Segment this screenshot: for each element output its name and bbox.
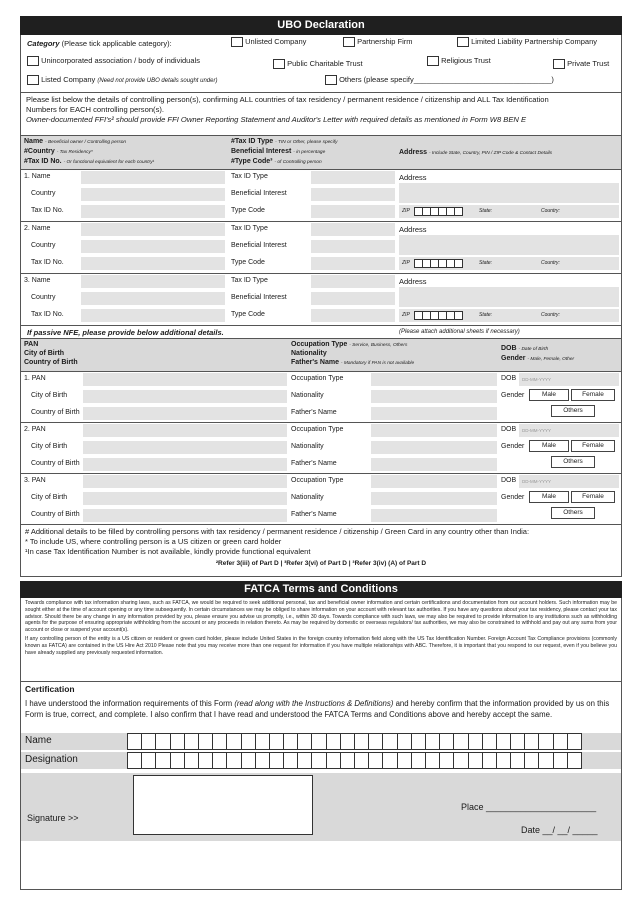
dob-format-hint: DD-MM-YYYY — [522, 428, 551, 433]
dob-format-hint: DD-MM-YYYY — [522, 479, 551, 484]
char-cell[interactable] — [212, 752, 227, 769]
nfe-dob-label: DOB — [501, 426, 517, 433]
nfe-h-pan: PAN — [24, 341, 39, 348]
option-label: Religious Trust — [441, 56, 491, 65]
header-hint: - Service, Business, Others — [349, 343, 408, 348]
person-country-label: Country — [31, 294, 56, 301]
nfe-occupation-label: Occupation Type — [291, 426, 344, 433]
nfe-occupation-input[interactable] — [371, 475, 497, 488]
person-state-label: State: — [479, 312, 493, 318]
person-taxid-label: Tax ID No. — [31, 207, 64, 214]
zip-boxes[interactable] — [414, 311, 462, 322]
nfe-nationality-input[interactable] — [371, 492, 497, 505]
cert-text-a: I have understood the information requirements of this Form — [25, 699, 233, 708]
person-taxtype-input[interactable] — [311, 171, 395, 184]
person-country-label: Country — [31, 242, 56, 249]
header-hint: - Include State, Country, PIN / ZIP Code & Contact Details — [428, 151, 553, 156]
signature-label: Signature >> — [27, 813, 79, 823]
person-name-label: 1. Name — [24, 173, 51, 180]
person-typecode-input[interactable] — [311, 257, 395, 270]
char-cell[interactable] — [255, 733, 270, 750]
char-cell[interactable] — [482, 733, 497, 750]
nfe-h-city: City of Birth — [24, 350, 65, 357]
person-taxid-label: Tax ID No. — [31, 311, 64, 318]
char-cell[interactable] — [553, 752, 568, 769]
person-taxtype-label: Tax ID Type — [231, 225, 268, 232]
person-taxid-input[interactable] — [81, 309, 225, 322]
char-cell[interactable] — [482, 752, 497, 769]
certification-text — [25, 699, 619, 720]
person-zip-label: ZIP — [402, 312, 410, 318]
person-interest-input[interactable] — [311, 188, 395, 201]
header-hint: - Or functional equivalent for each country¹ — [63, 160, 155, 165]
listed-checkbox[interactable] — [27, 75, 39, 85]
char-cell[interactable] — [184, 733, 199, 750]
signature-row — [21, 773, 621, 841]
person-typecode-label: Type Code — [231, 259, 265, 266]
char-cell[interactable] — [241, 752, 256, 769]
nfe-dob-label: DOB — [501, 375, 517, 382]
char-cell[interactable] — [496, 752, 511, 769]
char-cell[interactable] — [425, 733, 440, 750]
controlling-header — [20, 136, 622, 170]
fatca-para2: If any controlling person of the entity is a US citizen or resident or green card holder, please include United States in the foreign country information field along with the US Tax Identification Number. Foreign Account Tax Compliance provisions (commonly known as FATCA) are contained in the US Hire Act 2010 Please note that you may receive more than one request for information if you have multiple relationships with ABC. Therefore, it is important that you respond to our request, even if you believe you have already supplied any previously requested information. — [25, 635, 617, 656]
gender-female-option[interactable]: Female — [571, 491, 615, 503]
char-cell[interactable] — [269, 733, 284, 750]
header-hint: - Tax Residency* — [56, 150, 93, 155]
gender-male-option[interactable]: Male — [529, 440, 569, 452]
header-label: Name — [24, 138, 44, 145]
header-label: #Type Code³ — [231, 158, 273, 165]
char-cell[interactable] — [538, 752, 553, 769]
footnote-3: ¹In case Tax Identification Number is not available, kindly provide functional equivalent — [25, 547, 311, 556]
nfe-h-country: Country of Birth — [24, 359, 78, 366]
char-cell[interactable] — [226, 733, 241, 750]
controlling-person-3 — [20, 274, 622, 326]
gender-female-option[interactable]: Female — [571, 440, 615, 452]
instruction-line2: Numbers for EACH controlling person(s). — [26, 105, 165, 114]
option-others[interactable] — [325, 75, 554, 85]
person-interest-label: Beneficial Interest — [231, 190, 287, 197]
nfe-father-label: Father's Name — [291, 460, 337, 467]
col-name-header — [24, 138, 126, 145]
char-cell[interactable] — [382, 752, 397, 769]
char-cell[interactable] — [453, 752, 468, 769]
nfe-note: (Please attach additional sheets if necessary) — [399, 329, 520, 335]
nfe-gender-label: Gender — [501, 494, 525, 501]
nfe-father-label: Father's Name — [291, 511, 337, 518]
col-taxid-header — [24, 158, 154, 165]
header-label: Occupation Type — [291, 341, 348, 348]
char-cell[interactable] — [340, 733, 355, 750]
listed-note: (Need not provide UBO details sought under) — [97, 78, 218, 84]
col-address-header — [399, 149, 552, 156]
instruction-line1: Please list below the details of controlling person(s), confirming ALL countries of tax residency / permanent residence / citizenship and ALL Tax Identification — [26, 95, 549, 104]
char-cell[interactable] — [411, 733, 426, 750]
form-title: UBO Declaration — [20, 16, 622, 35]
gender-others-option[interactable]: Others — [551, 456, 595, 468]
fatca-body — [20, 598, 622, 682]
controlling-person-1 — [20, 170, 622, 222]
religious-trust-checkbox[interactable] — [427, 56, 439, 66]
designation-input-cells[interactable] — [127, 752, 581, 769]
col-interest-header — [231, 148, 325, 155]
nfe-pan-input[interactable] — [83, 424, 287, 437]
char-cell[interactable] — [155, 733, 170, 750]
header-hint: - TIN or Other, please specify — [275, 140, 338, 145]
person-address-label: Address — [399, 225, 427, 234]
char-cell[interactable] — [411, 752, 426, 769]
person-address-input[interactable] — [399, 287, 619, 307]
char-cell[interactable] — [382, 733, 397, 750]
char-cell[interactable] — [326, 733, 341, 750]
zip-boxes[interactable] — [414, 207, 462, 218]
public-trust-checkbox[interactable] — [273, 59, 285, 69]
instruction-line3: Owner-documented FFI's² should provide FFI Owner Reporting Statement and Auditor's Letter with required details as mentioned in Form W8 BEN E — [26, 115, 527, 124]
char-cell[interactable] — [453, 733, 468, 750]
unlisted-checkbox[interactable] — [231, 37, 243, 47]
person-taxid-label: Tax ID No. — [31, 259, 64, 266]
char-cell[interactable] — [184, 752, 199, 769]
option-label: Unincorporated association / body of individuals — [41, 56, 200, 65]
category-section — [20, 35, 622, 93]
nfe-city-label: City of Birth — [31, 494, 68, 501]
option-public-trust[interactable] — [273, 59, 363, 69]
char-cell[interactable] — [354, 752, 369, 769]
header-label: DOB — [501, 345, 517, 352]
person-taxtype-label: Tax ID Type — [231, 173, 268, 180]
person-interest-label: Beneficial Interest — [231, 242, 287, 249]
nfe-h-occupation — [291, 341, 407, 348]
person-address-label: Address — [399, 277, 427, 286]
person-zip-label: ZIP — [402, 208, 410, 214]
nfe-city-input[interactable] — [83, 441, 287, 454]
nfe-gender-label: Gender — [501, 392, 525, 399]
nfe-father-input[interactable] — [371, 509, 497, 522]
person-name-label: 2. Name — [24, 225, 51, 232]
header-hint: - of Controlling person — [274, 160, 322, 165]
nfe-dob-input[interactable] — [519, 424, 619, 437]
nfe-gender-label: Gender — [501, 443, 525, 450]
nfe-country-input[interactable] — [83, 407, 287, 420]
char-cell[interactable] — [567, 733, 582, 750]
char-cell[interactable] — [439, 733, 454, 750]
footnote-1: # Additional details to be filled by controlling persons with tax residency / permanent residence / citizenship / Green Card in any country other than India: — [25, 527, 530, 536]
category-hint: (Please tick applicable category): — [61, 39, 172, 48]
header-label: #Tax ID Type — [231, 138, 274, 145]
cert-text-b: and hereby confirm that the information provided by us on this Form is true, correct, and complete. I also confirm that I have read and understood the FATCA Terms and Conditions above and hereby accept the same. — [25, 699, 610, 719]
person-interest-input[interactable] — [311, 240, 395, 253]
person-country-label: Country — [31, 190, 56, 197]
nfe-h-nationality: Nationality — [291, 350, 327, 357]
fatca-para1: Towards compliance with tax information sharing laws, such as FATCA, we would be required to seek additional personal, tax and beneficial owner information and certain certifications and documentation from our account holders. Such information may be sought either at the time of account opening or any time subsequently. In certain circumstances we may be obliged to share information on your account with relevant tax authorities. If you have any questions about your tax residency, please contact your tax advisor. Should there be any change in any information provided by you, please ensure you advise us promptly, i.e., within 30 days. Towards compliance with such laws, we may also be required to provide information to any institutions such as withholding agents for the purpose of ensuring appropriate withholding from the account or any proceeds in relation thereto. As may be required by domestic or overseas regulators/ tax authorities, we may also be constrained to withhold and pay out any sums from your account or close or suspend your account(s). — [25, 600, 617, 634]
nfe-person-1 — [20, 372, 622, 423]
others-checkbox[interactable] — [325, 75, 337, 85]
header-label: Gender — [501, 355, 526, 362]
nfe-country-input[interactable] — [83, 509, 287, 522]
person-address-input[interactable] — [399, 235, 619, 255]
footnote-2: * To include US, where controlling person is a US citizen or green card holder — [25, 537, 282, 546]
char-cell[interactable] — [538, 733, 553, 750]
nfe-pan-label: 1. PAN — [24, 375, 46, 382]
nfe-country-input[interactable] — [83, 458, 287, 471]
option-label: Unlisted Company — [245, 37, 307, 46]
header-hint: - Date of Birth — [518, 347, 549, 352]
char-cell[interactable] — [198, 733, 213, 750]
footnote-refs: ²Refer 3(iii) of Part D | ³Refer 3(vi) of Part D | ³Refer 3(iv) (A) of Part D — [215, 560, 427, 567]
person-state-label: State: — [479, 260, 493, 266]
nfe-rows — [20, 372, 622, 525]
person-typecode-label: Type Code — [231, 311, 265, 318]
char-cell[interactable] — [212, 733, 227, 750]
nfe-dob-input[interactable] — [519, 475, 619, 488]
char-cell[interactable] — [468, 752, 483, 769]
option-llp[interactable] — [457, 37, 597, 47]
person-country2-label: Country: — [541, 208, 560, 214]
nfe-title-row — [20, 326, 622, 339]
llp-checkbox[interactable] — [457, 37, 469, 47]
char-cell[interactable] — [311, 752, 326, 769]
person-name-input[interactable] — [81, 223, 225, 236]
char-cell[interactable] — [170, 733, 185, 750]
person-state-label: State: — [479, 208, 493, 214]
col-country-header — [24, 148, 93, 155]
char-cell[interactable] — [141, 752, 156, 769]
char-cell[interactable] — [198, 752, 213, 769]
char-cell[interactable] — [241, 733, 256, 750]
name-input-cells[interactable] — [127, 733, 581, 750]
char-cell[interactable] — [127, 733, 142, 750]
person-taxid-input[interactable] — [81, 257, 225, 270]
person-taxid-input[interactable] — [81, 205, 225, 218]
char-cell[interactable] — [510, 752, 525, 769]
nfe-occupation-input[interactable] — [371, 373, 497, 386]
gender-male-option[interactable]: Male — [529, 491, 569, 503]
nfe-father-label: Father's Name — [291, 409, 337, 416]
zip-boxes[interactable] — [414, 259, 462, 270]
char-cell[interactable] — [141, 733, 156, 750]
gender-others-option[interactable]: Others — [551, 405, 595, 417]
header-hint: - in percentage — [293, 150, 326, 155]
char-cell[interactable] — [311, 733, 326, 750]
char-cell[interactable] — [255, 752, 270, 769]
char-cell[interactable] — [155, 752, 170, 769]
person-taxtype-input[interactable] — [311, 223, 395, 236]
nfe-dob-input[interactable] — [519, 373, 619, 386]
nfe-father-input[interactable] — [371, 458, 497, 471]
nfe-city-label: City of Birth — [31, 392, 68, 399]
char-cell[interactable] — [567, 752, 582, 769]
nfe-pan-input[interactable] — [83, 475, 287, 488]
person-taxtype-input[interactable] — [311, 275, 395, 288]
char-cell[interactable] — [326, 752, 341, 769]
nfe-dob-label: DOB — [501, 477, 517, 484]
char-cell[interactable] — [468, 733, 483, 750]
option-unlisted[interactable] — [231, 37, 306, 47]
gender-female-option[interactable]: Female — [571, 389, 615, 401]
char-cell[interactable] — [510, 733, 525, 750]
option-label: Listed Company — [41, 75, 96, 84]
person-address-label: Address — [399, 173, 427, 182]
person-zip-label: ZIP — [402, 260, 410, 266]
option-label: Partnership Firm — [357, 37, 413, 46]
nfe-city-input[interactable] — [83, 492, 287, 505]
option-unincorporated[interactable] — [27, 56, 200, 66]
nfe-nationality-label: Nationality — [291, 443, 324, 450]
ubo-form — [20, 16, 622, 890]
nfe-h-dob — [501, 345, 548, 352]
char-cell[interactable] — [297, 752, 312, 769]
person-interest-input[interactable] — [311, 292, 395, 305]
header-label: #Country — [24, 148, 55, 155]
nfe-h-father — [291, 359, 414, 366]
person-taxtype-label: Tax ID Type — [231, 277, 268, 284]
header-label: Address — [399, 149, 428, 156]
option-label: Others (please specify_________________________________) — [339, 75, 554, 84]
char-cell[interactable] — [553, 733, 568, 750]
nfe-city-label: City of Birth — [31, 443, 68, 450]
person-name-input[interactable] — [81, 275, 225, 288]
nfe-header — [20, 339, 622, 372]
private-trust-checkbox[interactable] — [553, 59, 565, 69]
char-cell[interactable] — [397, 733, 412, 750]
char-cell[interactable] — [524, 752, 539, 769]
nfe-nationality-label: Nationality — [291, 494, 324, 501]
instructions — [20, 93, 622, 136]
nfe-occupation-label: Occupation Type — [291, 477, 344, 484]
char-cell[interactable] — [368, 733, 383, 750]
certification-title: Certification — [25, 684, 75, 694]
person-typecode-label: Type Code — [231, 207, 265, 214]
nfe-pan-input[interactable] — [83, 373, 287, 386]
header-hint: - Mandatory if PAN is not available — [340, 361, 415, 366]
char-cell[interactable] — [524, 733, 539, 750]
person-country-input[interactable] — [81, 240, 225, 253]
nfe-h-gender — [501, 355, 574, 362]
header-label: Beneficial Interest — [231, 148, 292, 155]
partnership-checkbox[interactable] — [343, 37, 355, 47]
place-label: Place ______________________ — [461, 802, 597, 812]
nfe-pan-label: 2. PAN — [24, 426, 46, 433]
col-taxtype-header — [231, 138, 338, 145]
nfe-country-label: Country of Birth — [31, 511, 80, 518]
char-cell[interactable] — [354, 733, 369, 750]
char-cell[interactable] — [439, 752, 454, 769]
nfe-pan-label: 3. PAN — [24, 477, 46, 484]
person-name-input[interactable] — [81, 171, 225, 184]
person-country2-label: Country: — [541, 260, 560, 266]
person-country-input[interactable] — [81, 292, 225, 305]
person-typecode-input[interactable] — [311, 309, 395, 322]
char-cell[interactable] — [269, 752, 284, 769]
char-cell[interactable] — [283, 733, 298, 750]
option-label: Public Charitable Trust — [287, 59, 363, 68]
name-row — [21, 733, 621, 750]
header-hint: - Beneficial owner / Controlling person — [45, 140, 127, 145]
person-name-label: 3. Name — [24, 277, 51, 284]
gender-others-option[interactable]: Others — [551, 507, 595, 519]
designation-label: Designation — [25, 754, 78, 765]
nfe-country-label: Country of Birth — [31, 460, 80, 467]
option-label: Limited Liability Partnership Company — [471, 37, 597, 46]
header-label: Father's Name — [291, 359, 339, 366]
person-address-input[interactable] — [399, 183, 619, 203]
option-partnership[interactable] — [343, 37, 413, 47]
char-cell[interactable] — [127, 752, 142, 769]
person-interest-label: Beneficial Interest — [231, 294, 287, 301]
char-cell[interactable] — [283, 752, 298, 769]
certification-section — [20, 682, 622, 890]
nfe-nationality-input[interactable] — [371, 441, 497, 454]
char-cell[interactable] — [397, 752, 412, 769]
nfe-title: If passive NFE, please provide below additional details. — [27, 328, 224, 337]
category-label: Category — [27, 39, 60, 48]
person-country2-label: Country: — [541, 312, 560, 318]
date-label: Date __/ __/ _____ — [521, 825, 598, 835]
char-cell[interactable] — [425, 752, 440, 769]
option-religious-trust[interactable] — [427, 56, 491, 66]
nfe-occupation-label: Occupation Type — [291, 375, 344, 382]
char-cell[interactable] — [368, 752, 383, 769]
nfe-occupation-input[interactable] — [371, 424, 497, 437]
header-label: #Tax ID No. — [24, 158, 62, 165]
cert-text-italic: (read along with the Instructions & Definitions) — [234, 699, 394, 708]
char-cell[interactable] — [170, 752, 185, 769]
char-cell[interactable] — [297, 733, 312, 750]
person-typecode-input[interactable] — [311, 205, 395, 218]
gender-male-option[interactable]: Male — [529, 389, 569, 401]
header-hint: - Male, Female, Other — [527, 357, 575, 362]
name-label: Name — [25, 735, 52, 746]
persons-section — [20, 170, 622, 326]
footnotes — [20, 525, 622, 577]
designation-row — [21, 752, 621, 769]
nfe-country-label: Country of Birth — [31, 409, 80, 416]
option-private-trust[interactable] — [553, 59, 609, 69]
char-cell[interactable] — [496, 733, 511, 750]
nfe-nationality-input[interactable] — [371, 390, 497, 403]
dob-format-hint: DD-MM-YYYY — [522, 377, 551, 382]
signature-box[interactable] — [133, 775, 313, 835]
option-listed[interactable] — [27, 75, 217, 85]
nfe-person-3 — [20, 474, 622, 525]
category-label-wrap — [27, 39, 172, 48]
nfe-nationality-label: Nationality — [291, 392, 324, 399]
unincorporated-checkbox[interactable] — [27, 56, 39, 66]
fatca-title: FATCA Terms and Conditions — [20, 581, 622, 598]
nfe-father-input[interactable] — [371, 407, 497, 420]
col-typecode-header — [231, 158, 322, 165]
nfe-person-2 — [20, 423, 622, 474]
controlling-person-2 — [20, 222, 622, 274]
option-label: Private Trust — [567, 59, 610, 68]
char-cell[interactable] — [340, 752, 355, 769]
char-cell[interactable] — [226, 752, 241, 769]
person-country-input[interactable] — [81, 188, 225, 201]
nfe-city-input[interactable] — [83, 390, 287, 403]
